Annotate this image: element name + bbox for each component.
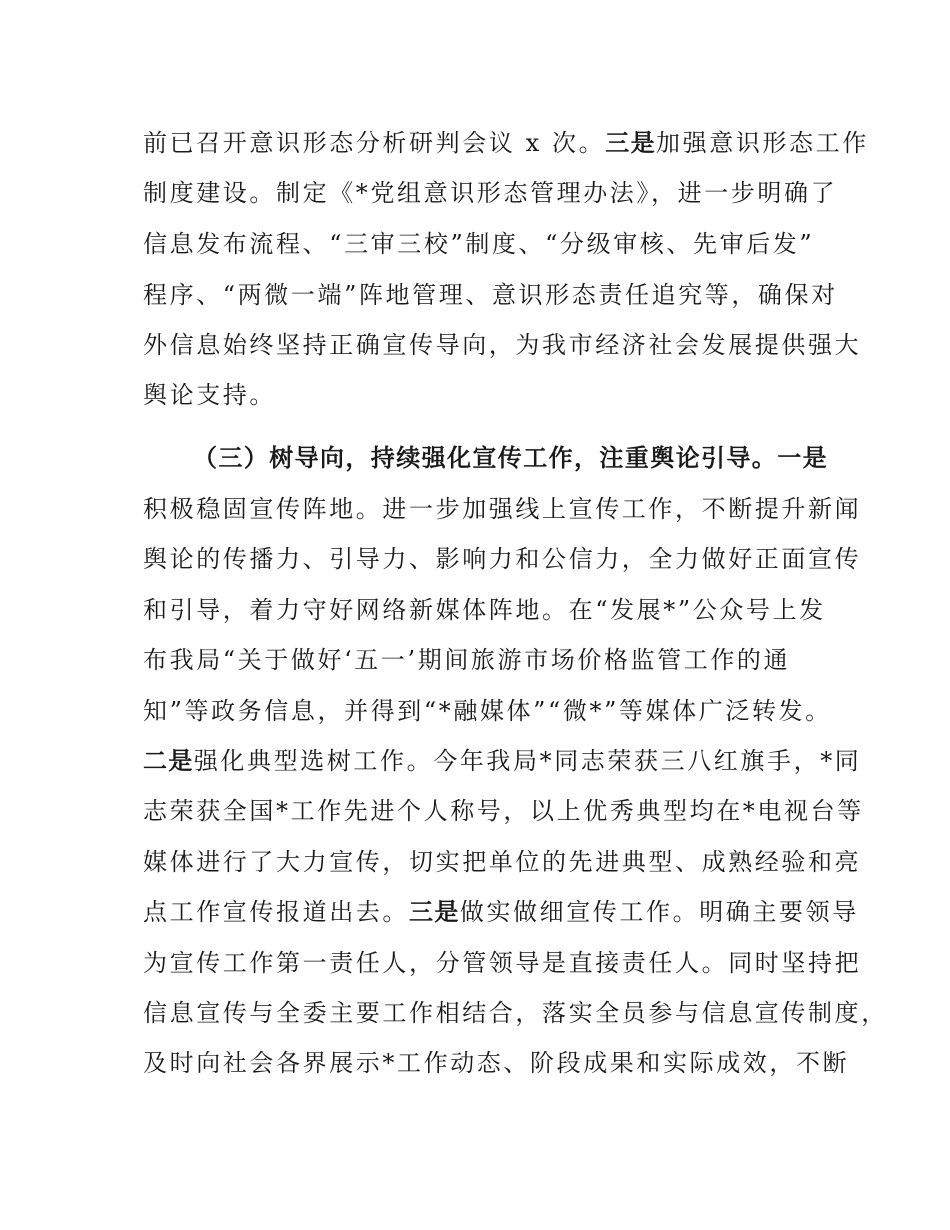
para2-line-8: 志荣获全国*工作先进个人称号，以上优秀典型均在*电视台等 (143, 797, 864, 825)
para1-line-5: 外信息始终坚持正确宣传导向，为我市经济社会发展提供强大 (143, 331, 862, 359)
para2-line-3: 舆论的传播力、引导力、影响力和公信力，全力做好正面宣传 (143, 545, 862, 573)
text-segment: 加强意识形态工作 (656, 129, 869, 157)
text-segment: 点工作宣传报道出去。 (143, 898, 409, 926)
para2-line-12: 信息宣传与全委主要工作相结合，落实全员参与信息宣传制度， (143, 999, 888, 1027)
para2-line-13: 及时向社会各界展示*工作动态、阶段成果和实际成效，不断 (143, 1049, 850, 1077)
para2-line-7 (143, 745, 861, 777)
bold-marker: 三是 (605, 129, 657, 157)
para1-line-3: 信息发布流程、“三审三校”制度、“分级审核、先审后发” (143, 230, 815, 258)
para2-line-2: 积极稳固宣传阵地。进一步加强线上宣传工作，不断提升新闻 (143, 495, 862, 523)
para1-line-1 (143, 127, 869, 159)
text-segment: 做实做细宣传工作。明确主要领导 (459, 898, 859, 926)
para2-line-10 (143, 896, 859, 928)
text-segment: 前已召开意识形态分析研判会议 x 次。 (143, 129, 606, 157)
para2-line-5: 布我局“关于做好‘五一’期间旅游市场价格监管工作的通 (143, 646, 791, 674)
para2-line-11: 为宣传工作第一责任人，分管领导是直接责任人。同时坚持把 (143, 949, 862, 977)
text-segment: 强化典型选树工作。今年我局*同志荣获三八红旗手，*同 (193, 747, 862, 775)
section-heading: （三）树导向，持续强化宣传工作，注重舆论引导。一是 (193, 444, 828, 472)
para1-line-2: 制度建设。制定《*党组意识形态管理办法》，进一步明确了 (143, 179, 838, 207)
para2-line-9: 媒体进行了大力宣传，切实把单位的先进典型、成熟经验和亮 (143, 848, 862, 876)
bold-marker: 三是 (409, 898, 460, 926)
para2-line-4: 和引导，着力守好网络新媒体阵地。在“发展*”公众号上发 (143, 596, 826, 624)
para1-line-6: 舆论支持。 (143, 381, 276, 409)
para2-line-6: 知”等政务信息，并得到“*融媒体”“微*”等媒体广泛转发。 (143, 697, 832, 725)
bold-marker: 二是 (143, 747, 194, 775)
para1-line-4: 程序、“两微一端”阵地管理、意识形态责任追究等，确保对 (143, 281, 838, 309)
